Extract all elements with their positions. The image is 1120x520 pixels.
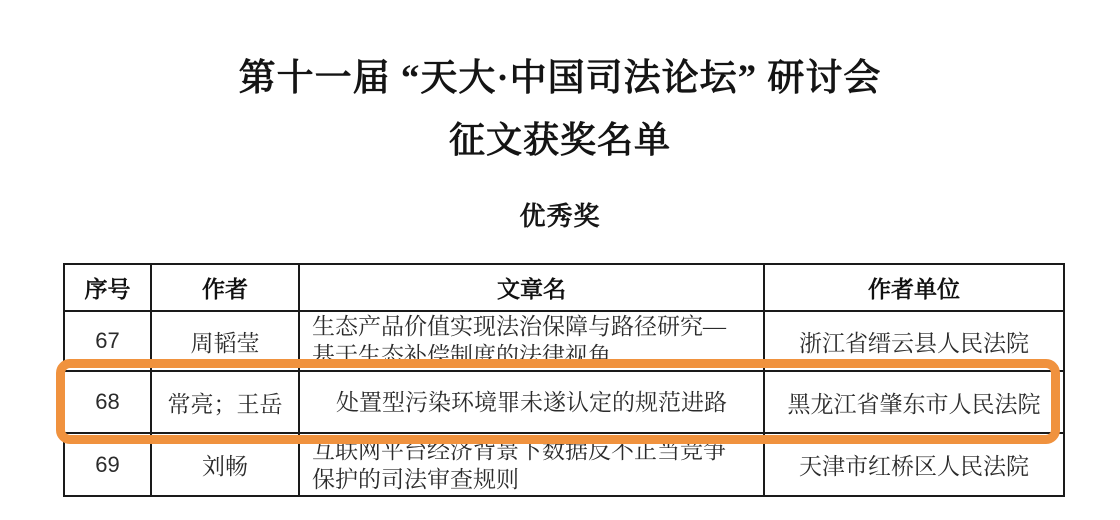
col-header-article-title: 文章名 <box>299 264 764 311</box>
cell-author: 常亮；王岳 <box>151 371 299 433</box>
article-title-line: 生态产品价值实现法治保障与路径研究— <box>312 314 726 339</box>
award-table <box>63 263 1065 497</box>
cell-author: 周韬莹 <box>151 311 299 371</box>
document-title-line1: 第十一届 “天大·中国司法论坛” 研讨会 <box>238 58 882 99</box>
cell-no: 68 <box>64 371 151 433</box>
table-row <box>64 433 1064 496</box>
cell-author: 刘畅 <box>151 433 299 496</box>
document-title-line2: 征文获奖名单 <box>448 120 671 160</box>
cell-institution: 黑龙江省肇东市人民法院 <box>764 371 1064 433</box>
article-title-line: 互联网平台经济背景下数据反不正当竞争 <box>312 437 726 463</box>
cell-article-title <box>299 371 764 433</box>
cell-no: 69 <box>64 433 151 496</box>
col-header-institution: 作者单位 <box>764 264 1064 311</box>
table-row <box>64 311 1064 371</box>
article-title-line: 保护的司法审查规则 <box>312 466 519 492</box>
article-title-line: 基于生态补偿制度的法律视角 <box>312 343 611 368</box>
article-title-line: 处置型污染环境罪未遂认定的规范进路 <box>336 389 727 415</box>
table-header-row <box>64 264 1064 311</box>
col-header-author: 作者 <box>151 264 299 311</box>
col-header-no: 序号 <box>64 264 151 311</box>
cell-institution: 浙江省缙云县人民法院 <box>764 311 1064 371</box>
award-section-heading: 优秀奖 <box>519 201 601 231</box>
cell-no: 67 <box>64 311 151 371</box>
cell-article-title <box>299 311 764 371</box>
cell-article-title <box>299 433 764 496</box>
cell-institution: 天津市红桥区人民法院 <box>764 433 1064 496</box>
table-row-highlighted <box>64 371 1064 433</box>
